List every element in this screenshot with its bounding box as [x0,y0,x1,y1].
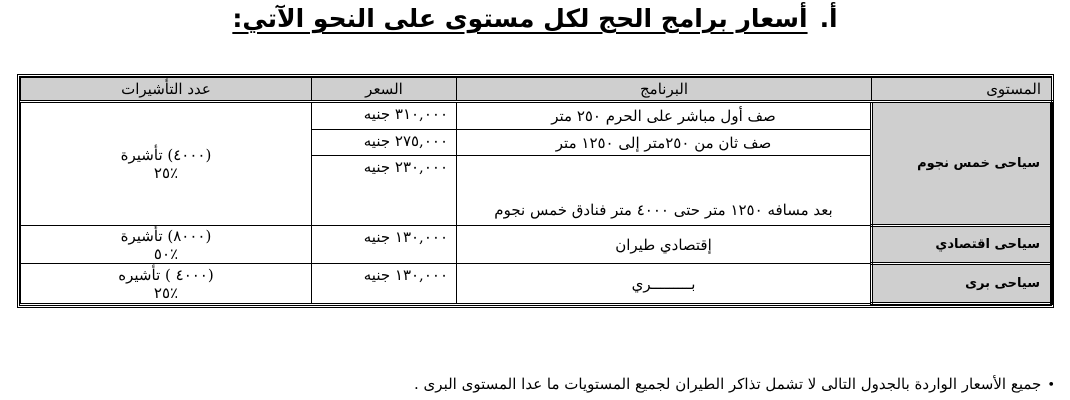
table-row [21,226,1052,264]
price-cell: ٢٧٥,٠٠٠ جنيه [312,130,457,156]
pricing-table-frame [17,74,1054,308]
price-cell: ١٣٠,٠٠٠ جنيه [312,264,457,304]
price-cell: ١٣٠,٠٠٠ جنيه [312,226,457,264]
level-land: سياحى برى [872,264,1052,304]
level-economy: سياحى اقتصادي [872,226,1052,264]
visas-count: (٤٠٠٠ ) تأشيره [118,265,214,284]
table-row [21,264,1052,304]
program-cell: صف ثان من ٢٥٠متر إلى ١٢٥٠ متر [457,130,872,156]
table-header-row [21,78,1052,102]
header-price: السعر [312,78,457,102]
footnote [0,375,1055,393]
section-title: أسعار برامج الحج لكل مستوى على النحو الآتي: [232,4,808,33]
section-heading [0,2,1070,36]
table-row [21,102,1052,130]
price-cell: ٣١٠,٠٠٠ جنيه [312,102,457,130]
visas-percent: ٪٢٥ [153,283,179,302]
visas-percent: ٪٢٥ [153,164,179,182]
level-five-star: سياحى خمس نجوم [872,102,1052,226]
visas-percent: ٪٥٠ [153,244,179,263]
visas-count: (٨٠٠٠) تأشيرة [120,226,212,245]
visas-cell-land [21,264,312,304]
pricing-table [20,77,1053,305]
price-cell: ٢٣٠,٠٠٠ جنيه [312,156,457,226]
program-cell: صف أول مباشر على الحرم ٢٥٠ متر [457,102,872,130]
program-cell: إقتصادي طيران [457,226,872,264]
visas-count: (٤٠٠٠) تأشيرة [120,146,212,164]
bullet-icon: • [1047,378,1055,393]
footnote-text: جميع الأسعار الواردة بالجدول التالى لا تشمل تذاكر الطيران لجميع المستويات ما عدا المستوى البرى . [414,375,1042,393]
program-cell: بعد مسافه ١٢٥٠ متر حتى ٤٠٠٠ متر فنادق خمس نجوم [457,156,872,226]
program-cell: بـــــــــري [457,264,872,304]
visas-cell-economy [21,226,312,264]
section-letter: أ. [819,4,838,33]
header-visas: عدد التأشيرات [21,78,312,102]
header-level: المستوى [872,78,1052,102]
header-program: البرنامج [457,78,872,102]
visas-cell-five-star [21,102,312,226]
